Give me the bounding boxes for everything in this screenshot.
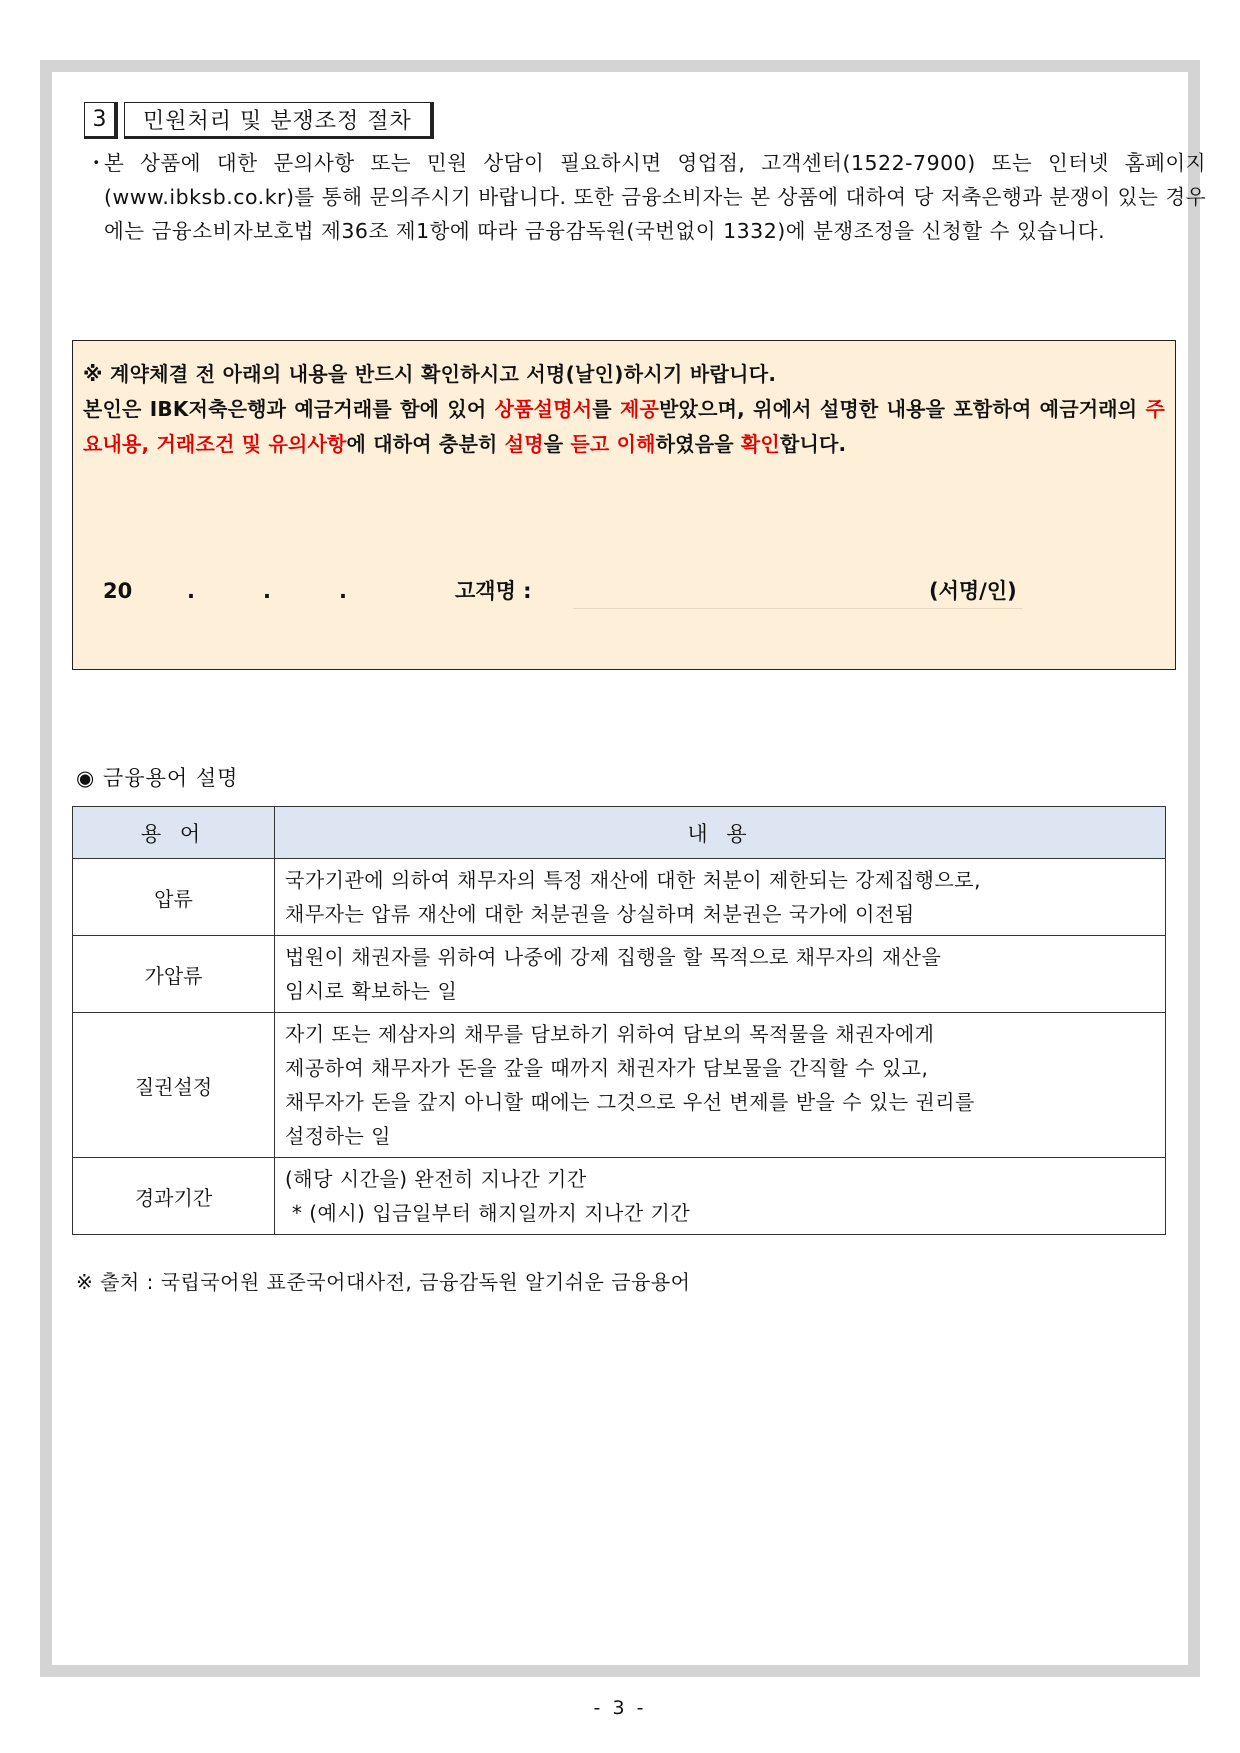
highlight-text: 주요내용, 거래조건 및 유의사항 <box>83 397 1166 456</box>
page-number: - 3 - <box>593 1697 647 1719</box>
table-header-row <box>73 807 1166 859</box>
confirm-text: 을 <box>543 432 571 456</box>
confirm-text: 받았으며, 위에서 설명한 내용을 포함하여 예금거래의 <box>659 397 1146 421</box>
highlight-text: 상품설명서 <box>494 397 593 421</box>
description-line: 채무자는 압류 재산에 대한 처분권을 상실하며 처분권은 국가에 이전됨 <box>285 902 915 926</box>
date-dot-month: . <box>263 579 271 603</box>
description-line: 설정하는 일 <box>285 1124 391 1148</box>
glossary-table <box>72 806 1166 1235</box>
header-term: 용 어 <box>73 807 275 859</box>
description-cell <box>275 936 1166 1013</box>
term-cell: 가압류 <box>73 936 275 1013</box>
section-title: 민원처리 및 분쟁조정 절차 <box>124 102 434 139</box>
confirm-text: 를 <box>592 397 620 421</box>
highlight-text: 듣고 이해 <box>570 432 656 456</box>
header-description: 내 용 <box>275 807 1166 859</box>
description-cell <box>275 1158 1166 1235</box>
confirm-statement <box>83 392 1165 462</box>
confirm-text: 에 대하여 충분히 <box>346 432 505 456</box>
table-row <box>73 1158 1166 1235</box>
year-field[interactable]: 20 <box>103 579 133 603</box>
dispute-paragraph <box>86 146 1206 248</box>
confirm-notice: ※ 계약체결 전 아래의 내용을 반드시 확인하시고 서명(날인)하시기 바랍니다. <box>83 362 777 386</box>
description-cell <box>275 1013 1166 1158</box>
signature-label: (서명/인) <box>929 579 1017 603</box>
confirm-text: 본인은 IBK저축은행과 예금거래를 함에 있어 <box>83 397 495 421</box>
glossary-title: ◉ 금융용어 설명 <box>76 766 239 790</box>
term-cell: 압류 <box>73 859 275 936</box>
term-cell: 경과기간 <box>73 1158 275 1235</box>
section-number: 3 <box>84 102 118 139</box>
signature-row <box>103 574 1143 614</box>
table-row <box>73 859 1166 936</box>
description-line: 국가기관에 의하여 채무자의 특정 재산에 대한 처분이 제한되는 강제집행으로, <box>285 868 981 892</box>
page-frame <box>40 60 1206 1677</box>
bullet-mark: ・ <box>86 151 107 175</box>
confirm-text: 합니다. <box>779 432 847 456</box>
description-line: 채무자가 돈을 갚지 아니할 때에는 그것으로 우선 변제를 받을 수 있는 권리를 <box>285 1090 975 1114</box>
description-line: (해당 시간을) 완전히 지나간 기간 <box>285 1167 587 1191</box>
highlight-text: 확인 <box>740 432 780 456</box>
confirmation-box <box>72 340 1176 670</box>
table-row <box>73 1013 1166 1158</box>
description-line: 제공하여 채무자가 돈을 갚을 때까지 채권자가 담보물을 간직할 수 있고, <box>285 1056 929 1080</box>
description-line: 법원이 채권자를 위하여 나중에 강제 집행을 할 목적으로 채무자의 재산을 <box>285 945 942 969</box>
date-dot-day: . <box>339 579 347 603</box>
term-cell: 질권설정 <box>73 1013 275 1158</box>
customer-name-label: 고객명 : <box>455 579 532 603</box>
table-row <box>73 936 1166 1013</box>
description-line: 임시로 확보하는 일 <box>285 979 458 1003</box>
highlight-text: 설명 <box>504 432 544 456</box>
confirm-text: 하였음을 <box>655 432 741 456</box>
description-cell <box>275 859 1166 936</box>
highlight-text: 제공 <box>619 397 660 421</box>
glossary-source: ※ 출처 : 국립국어원 표준국어대사전, 금융감독원 알기쉬운 금융용어 <box>76 1270 691 1294</box>
dispute-text: 본 상품에 대한 문의사항 또는 민원 상담이 필요하시면 영업점, 고객센터(1522-7900) 또는 인터넷 홈페이지(www.ibksb.co.kr)를 통해 문의주시기 바랍니다. 또한 금융소비자는 본 상품에 대하여 당 저축은행과 분쟁이 있는 경우에는 금융소비자보호법 제36조 제1항에 따라 금융감독원(국번없이 1332)에 분쟁조정을 신청할 수 있습니다. <box>104 151 1206 243</box>
description-line: * (예시) 입금일부터 해지일까지 지나간 기간 <box>285 1201 691 1225</box>
date-dot-year: . <box>187 579 195 603</box>
section-header <box>84 102 434 139</box>
description-line: 자기 또는 제삼자의 채무를 담보하기 위하여 담보의 목적물을 채권자에게 <box>285 1022 935 1046</box>
